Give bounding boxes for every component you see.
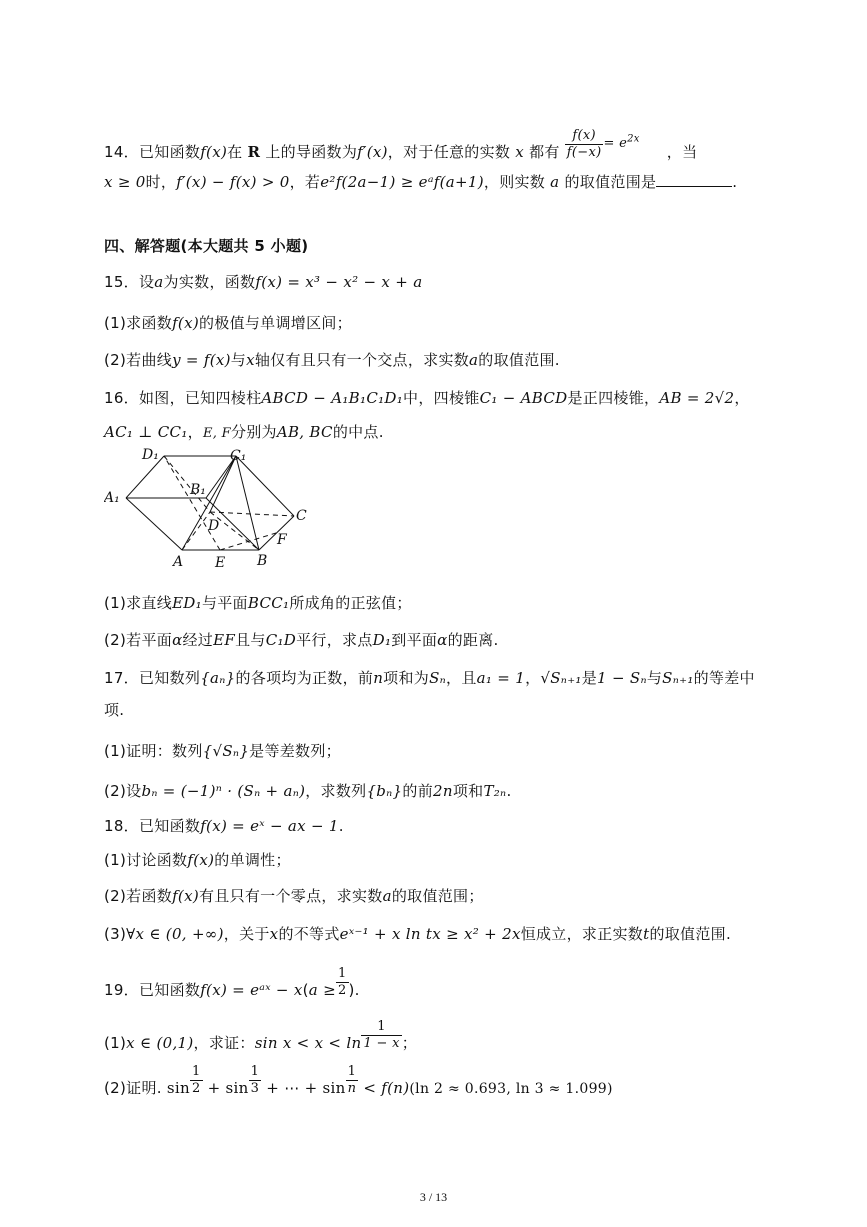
q14-text: ，若 <box>289 173 321 191</box>
math-curve: y = f(x) <box>172 351 231 369</box>
q16-text: 中，四棱锥 <box>403 389 480 407</box>
q17-line-1 <box>104 668 755 688</box>
math-sin: sin <box>166 1079 190 1097</box>
q16-part-2 <box>104 630 499 650</box>
math-dots-sin: + ⋯ + sin <box>266 1079 346 1097</box>
edge-C1A <box>182 456 236 550</box>
q17-text: 17．已知数列 <box>104 669 201 687</box>
math-x: x <box>246 351 255 369</box>
q17-part-2 <box>104 781 512 801</box>
q18-text: 有且只有一个零点，求实数 <box>198 887 383 905</box>
q14-line-2 <box>104 172 737 192</box>
math-alpha: α <box>172 631 183 649</box>
q14-text: ，对于任意的实数 <box>387 143 516 161</box>
q14-text: 时， <box>145 173 177 191</box>
q16-text: (1)求直线 <box>104 594 173 612</box>
math-cond-a: a ≥ <box>308 981 336 999</box>
label-A: A <box>173 554 184 570</box>
math-EF: EF <box>213 631 236 649</box>
fraction-denominator: 2 <box>191 1081 201 1096</box>
math-ineq: sin x < x < ln <box>254 1034 362 1052</box>
q17-text: (2)设 <box>104 782 142 800</box>
q17-text: 的前 <box>402 782 434 800</box>
math-c1d: C₁D <box>265 631 297 649</box>
q17-text: 与 <box>646 669 663 687</box>
math-t: t <box>643 925 650 943</box>
q19-line-1 <box>104 966 360 1007</box>
math-R: R <box>247 143 261 161</box>
q19-part-1 <box>104 1019 418 1060</box>
q17-text: 是 <box>581 669 598 687</box>
edge-AD <box>182 512 210 550</box>
q16-text: (2)若平面 <box>104 631 173 649</box>
q18-text: 恒成立，求正实数 <box>520 925 644 943</box>
q18-text: (3) <box>104 925 127 943</box>
label-D: D <box>208 518 220 534</box>
q16-text: 的距离. <box>447 631 499 649</box>
math-lt-fn: < f(n) <box>363 1079 410 1097</box>
q17-text: ， <box>525 669 541 687</box>
q14-fraction <box>565 128 604 161</box>
math-bseq: {bₙ} <box>366 782 403 800</box>
label-C: C <box>296 508 307 524</box>
fraction-numerator: 1 <box>191 1064 201 1079</box>
q17-text: 是等差数列； <box>249 742 341 760</box>
q15-line-1 <box>104 272 422 292</box>
fraction-numerator: 1 <box>250 1064 260 1079</box>
frac-third <box>249 1064 262 1097</box>
label-E: E <box>215 555 226 570</box>
edge-C1B <box>236 456 259 550</box>
label-D1: D₁ <box>142 447 159 463</box>
fraction-numerator: 1 <box>361 1019 401 1036</box>
math-t2n: T₂ₙ <box>483 782 507 800</box>
q17-text: ，且 <box>446 669 477 687</box>
q19-half <box>336 966 349 999</box>
math-bcc1: BCC₁ <box>247 594 290 612</box>
label-C1: C₁ <box>230 448 247 464</box>
math-bn: bₙ = (−1)ⁿ · (Sₙ + aₙ) <box>141 782 306 800</box>
math-sn1: Sₙ₊₁ <box>662 669 694 687</box>
q17-text: (1)证明：数列 <box>104 742 203 760</box>
math-ineq: eˣ⁻¹ + x ln tx ≥ x² + 2x <box>339 925 521 943</box>
q16-text: 的中点. <box>332 423 384 441</box>
math-perp: AC₁ ⊥ CC₁ <box>104 423 188 441</box>
q19-text: ； <box>401 1034 418 1052</box>
math-one-minus-sn: 1 − Sₙ <box>597 669 647 687</box>
math-note: (ln 2 ≈ 0.693, ln 3 ≈ 1.099) <box>409 1081 613 1097</box>
math-plus-sin: + sin <box>207 1079 249 1097</box>
math-ed1: ED₁ <box>172 594 202 612</box>
q16-text: 经过 <box>182 631 214 649</box>
fraction-denominator: 3 <box>250 1081 260 1096</box>
q14-text: ，当 <box>666 143 698 161</box>
q15-text: 15．设 <box>104 273 155 291</box>
q18-text: 的取值范围； <box>391 887 484 905</box>
math-a: a <box>469 351 479 369</box>
q14-text: . <box>732 173 738 191</box>
q15-part-1 <box>104 313 352 333</box>
q16-text: 且与 <box>235 631 266 649</box>
fraction-denominator: 1 − x <box>363 1036 400 1051</box>
math-function: f(x) = x³ − x² − x + a <box>255 273 423 291</box>
q14-text: 都有 <box>524 143 560 161</box>
q18-text: (1)讨论函数 <box>104 851 188 869</box>
math-a: a <box>154 273 164 291</box>
q18-text: 18．已知函数 <box>104 817 201 835</box>
q17-text: 项和 <box>452 782 484 800</box>
math-abbc: AB, BC <box>276 423 333 441</box>
q14-text: 上的导函数为 <box>265 143 358 161</box>
label-A1: A₁ <box>104 490 120 506</box>
answer-blank <box>656 172 732 187</box>
math-fx: f(x) <box>187 851 215 869</box>
label-F: F <box>277 532 287 548</box>
math-an: {aₙ} <box>200 669 236 687</box>
math-alpha: α <box>437 631 448 649</box>
q18-part-3 <box>104 924 731 944</box>
math-sn: Sₙ <box>429 669 447 687</box>
q16-text: 分别为 <box>230 423 277 441</box>
math-n: n <box>373 669 384 687</box>
q19-text: ，求证： <box>193 1034 255 1052</box>
fraction-numerator: f(x) <box>565 128 604 145</box>
math-exp-eq <box>603 133 640 151</box>
q19-text: 19．已知函数 <box>104 981 201 999</box>
section-heading: 四、解答题(本大题共 5 小题) <box>104 237 309 255</box>
fraction-denominator: n <box>347 1081 357 1096</box>
q19-text: ). <box>348 981 360 999</box>
q14-text: 14．已知函数 <box>104 143 201 161</box>
frac-half <box>190 1064 203 1097</box>
math-a: a <box>550 173 560 191</box>
fraction-denominator: 2 <box>337 983 347 998</box>
q18-text: 的不等式 <box>278 925 340 943</box>
q18-text: . <box>338 817 344 835</box>
q16-line-2 <box>104 422 384 444</box>
edge-C1C <box>236 456 294 516</box>
q18-text: 的取值范围. <box>649 925 732 943</box>
q17-part-1 <box>104 741 341 761</box>
q18-text: ，关于 <box>223 925 270 943</box>
math-fprime: f′(x) <box>357 143 388 161</box>
frac-nth <box>346 1064 359 1097</box>
math-a: a <box>382 887 392 905</box>
q17-line-2: 项. <box>104 701 125 719</box>
fraction-denominator: f(−x) <box>566 145 602 160</box>
q16-text: 到平面 <box>391 631 438 649</box>
q19-text: (1) <box>104 1034 127 1052</box>
q16-text: 平行，求点 <box>296 631 373 649</box>
q18-line-1 <box>104 816 344 836</box>
math-ineq: f′(x) − f(x) > 0 <box>176 173 290 191</box>
q19-frac1 <box>361 1019 401 1052</box>
q18-part-2 <box>104 886 484 906</box>
q16-text: 与平面 <box>201 594 248 612</box>
math-ef: E, F <box>202 426 231 441</box>
q15-text: (2)若曲线 <box>104 351 173 369</box>
q14-line-1 <box>104 128 698 169</box>
q16-part-1 <box>104 593 412 613</box>
q15-text: 与 <box>230 351 247 369</box>
q17-text: 的等差中 <box>693 669 755 687</box>
q15-text: 为实数，函数 <box>163 273 256 291</box>
q18-text: 的单调性； <box>214 851 291 869</box>
q17-text: 的各项均为正数，前 <box>235 669 374 687</box>
edge-C1D <box>210 456 236 512</box>
math-a1: a₁ = 1 <box>476 669 526 687</box>
q15-part-2 <box>104 350 560 370</box>
q17-text: . <box>506 782 512 800</box>
math-seq: {√Sₙ} <box>202 742 250 760</box>
math-forall: ∀x ∈ (0, +∞) <box>126 925 224 943</box>
q15-text: (1)求函数 <box>104 314 173 332</box>
q16-text: 16．如图，已知四棱柱 <box>104 389 262 407</box>
math-fx: f(x) <box>200 143 228 161</box>
q15-text: 轴仅有且只有一个交点，求实数 <box>254 351 470 369</box>
q15-text: 的极值与单调增区间； <box>198 314 352 332</box>
q14-text: ，则实数 <box>483 173 551 191</box>
q18-text: (2)若函数 <box>104 887 173 905</box>
math-cond: x ≥ 0 <box>104 173 146 191</box>
q19-text: ( <box>302 981 309 999</box>
eq-text: = e <box>603 136 628 151</box>
q17-text: ，求数列 <box>305 782 367 800</box>
math-fx: f(x) <box>172 887 199 905</box>
fraction-numerator: 1 <box>346 1064 359 1081</box>
math-fx: f(x) <box>172 314 199 332</box>
q19-part-2 <box>104 1064 613 1105</box>
page-number: 3 / 13 <box>419 1190 448 1204</box>
math-x: x <box>269 925 279 943</box>
eq-exponent: 2x <box>627 133 640 145</box>
label-B: B <box>257 553 268 569</box>
q17-text: 项和为 <box>383 669 430 687</box>
q16-text: ， <box>187 423 203 441</box>
prism-figure <box>104 444 334 570</box>
q14-text: 在 <box>227 143 243 161</box>
math-ineq2: e²f(2a−1) ≥ eᵃf(a+1) <box>320 173 484 191</box>
q15-text: 的取值范围. <box>478 351 560 369</box>
math-d1: D₁ <box>372 631 392 649</box>
math-function: f(x) = eᵃˣ − x <box>200 981 303 999</box>
math-prism: ABCD − A₁B₁C₁D₁ <box>261 389 404 407</box>
math-ab: AB = 2√2 <box>659 389 735 407</box>
math-x01: x ∈ (0,1) <box>126 1034 194 1052</box>
math-pyramid: C₁ − ABCD <box>479 389 568 407</box>
q18-part-1 <box>104 850 291 870</box>
q19-text: (2)证明. <box>104 1079 162 1097</box>
q16-text: 是正四棱锥， <box>567 389 660 407</box>
math-x: x <box>515 143 525 161</box>
math-function: f(x) = eˣ − ax − 1 <box>200 817 339 835</box>
q16-text: 所成角的正弦值； <box>289 594 412 612</box>
math-sqrt: √Sₙ₊₁ <box>540 669 582 687</box>
q14-text: 的取值范围是 <box>559 173 657 191</box>
q16-text: ， <box>734 389 750 407</box>
label-B1: B₁ <box>190 482 206 498</box>
fraction-numerator: 1 <box>337 966 347 981</box>
edge-A1A <box>126 498 182 550</box>
q16-line-1 <box>104 388 750 408</box>
math-2n: 2n <box>433 782 453 800</box>
